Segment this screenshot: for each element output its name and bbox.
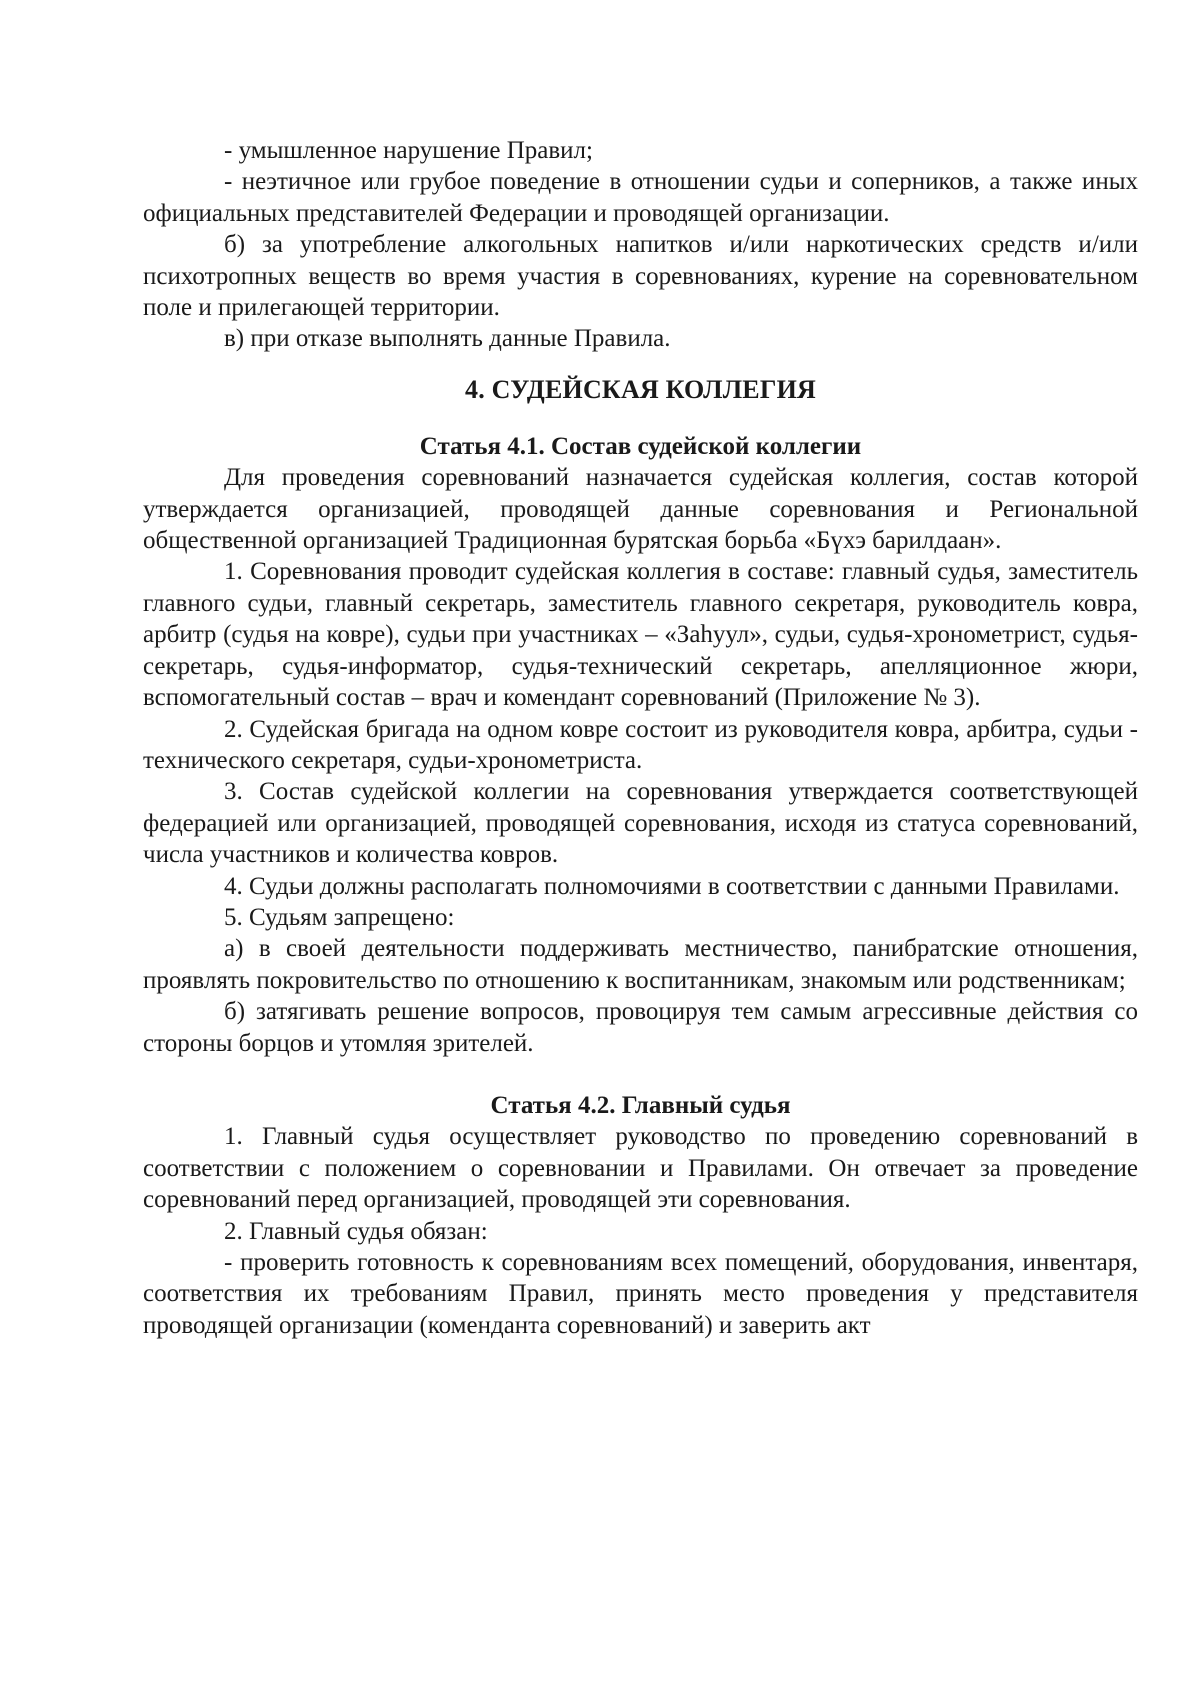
- paragraph-violation-rules: - умышленное нарушение Правил;: [224, 137, 593, 164]
- article-4-2-item-1: 1. Главный судья осуществляет руководство по проведению соревнований в соответствии с положением о соревновании и Правилами. Он отвечает за проведение соревнований перед организацией, проводящей эти соревнования.: [143, 1123, 1138, 1214]
- article-4-2-item-2: 2. Главный судья обязан:: [224, 1217, 488, 1245]
- paragraph-alcohol: б) за употребление алкогольных напитков и/или наркотических средств и/или психотропных веществ во время участия в соревнованиях, курение на соревновательном поле и прилегающей территории.: [143, 231, 1138, 322]
- paragraph-unethical-behavior: - неэтичное или грубое поведение в отношении судьи и соперников, а также иных официальных представителей Федерации и проводящей организации.: [143, 168, 1138, 227]
- paragraph-refusal: в) при отказе выполнять данные Правила.: [224, 325, 671, 353]
- article-4-1-item-4: 4. Судьи должны располагать полномочиями в соответствии с данными Правилами.: [224, 872, 1120, 900]
- article-4-1-item-5a: а) в своей деятельности поддерживать местничество, панибратские отношения, проявлять покровительство по отношению к воспитанникам, знакомым или родственникам;: [143, 935, 1138, 994]
- document-page: [143, 135, 1138, 1341]
- article-4-1-intro: Для проведения соревнований назначается судейская коллегия, состав которой утверждается организацией, проводящей данные соревнования и Региональной общественной организацией Традиционная бурятская борьба «Бүхэ барилдаан».: [143, 464, 1138, 555]
- article-4-1-item-5: 5. Судьям запрещено:: [224, 903, 455, 931]
- section-title: 4. СУДЕЙСКАЯ КОЛЛЕГИЯ: [465, 374, 816, 404]
- article-4-2-item-2-duty: - проверить готовность к соревнованиям всех помещений, оборудования, инвентаря, соответствия их требованиям Правил, принять место проведения у представителя проводящей организации (коменданта соревнований) и заверить акт: [143, 1249, 1138, 1339]
- article-4-1-item-5b: б) затягивать решение вопросов, провоцируя тем самым агрессивные действия со стороны борцов и утомляя зрителей.: [143, 998, 1138, 1057]
- article-4-1-title: Статья 4.1. Состав судейской коллегии: [419, 432, 862, 460]
- article-4-2-title: Статья 4.2. Главный судья: [490, 1091, 791, 1119]
- article-4-1-item-1: 1. Соревнования проводит судейская коллегия в составе: главный судья, заместитель главного судьи, главный секретарь, заместитель главного секретаря, руководитель ковра, арбитр (судья на ковре), судьи при участниках – «Заһуул», судьи, судья-хронометрист, судья-секретарь, судья-информатор, судья-технический секретарь, апелляционное жюри, вспомогательный состав – врач и комендант соревнований (Приложение № 3).: [143, 558, 1138, 712]
- article-4-1-item-2: 2. Судейская бригада на одном ковре состоит из руководителя ковра, арбитра, судьи - технического секретаря, судьи-хронометриста.: [143, 715, 1138, 774]
- article-4-1-item-3: 3. Состав судейской коллегии на соревнования утверждается соответствующей федерацией или организацией, проводящей соревнования, исходя из статуса соревнований, числа участников и количества ковров.: [143, 778, 1138, 869]
